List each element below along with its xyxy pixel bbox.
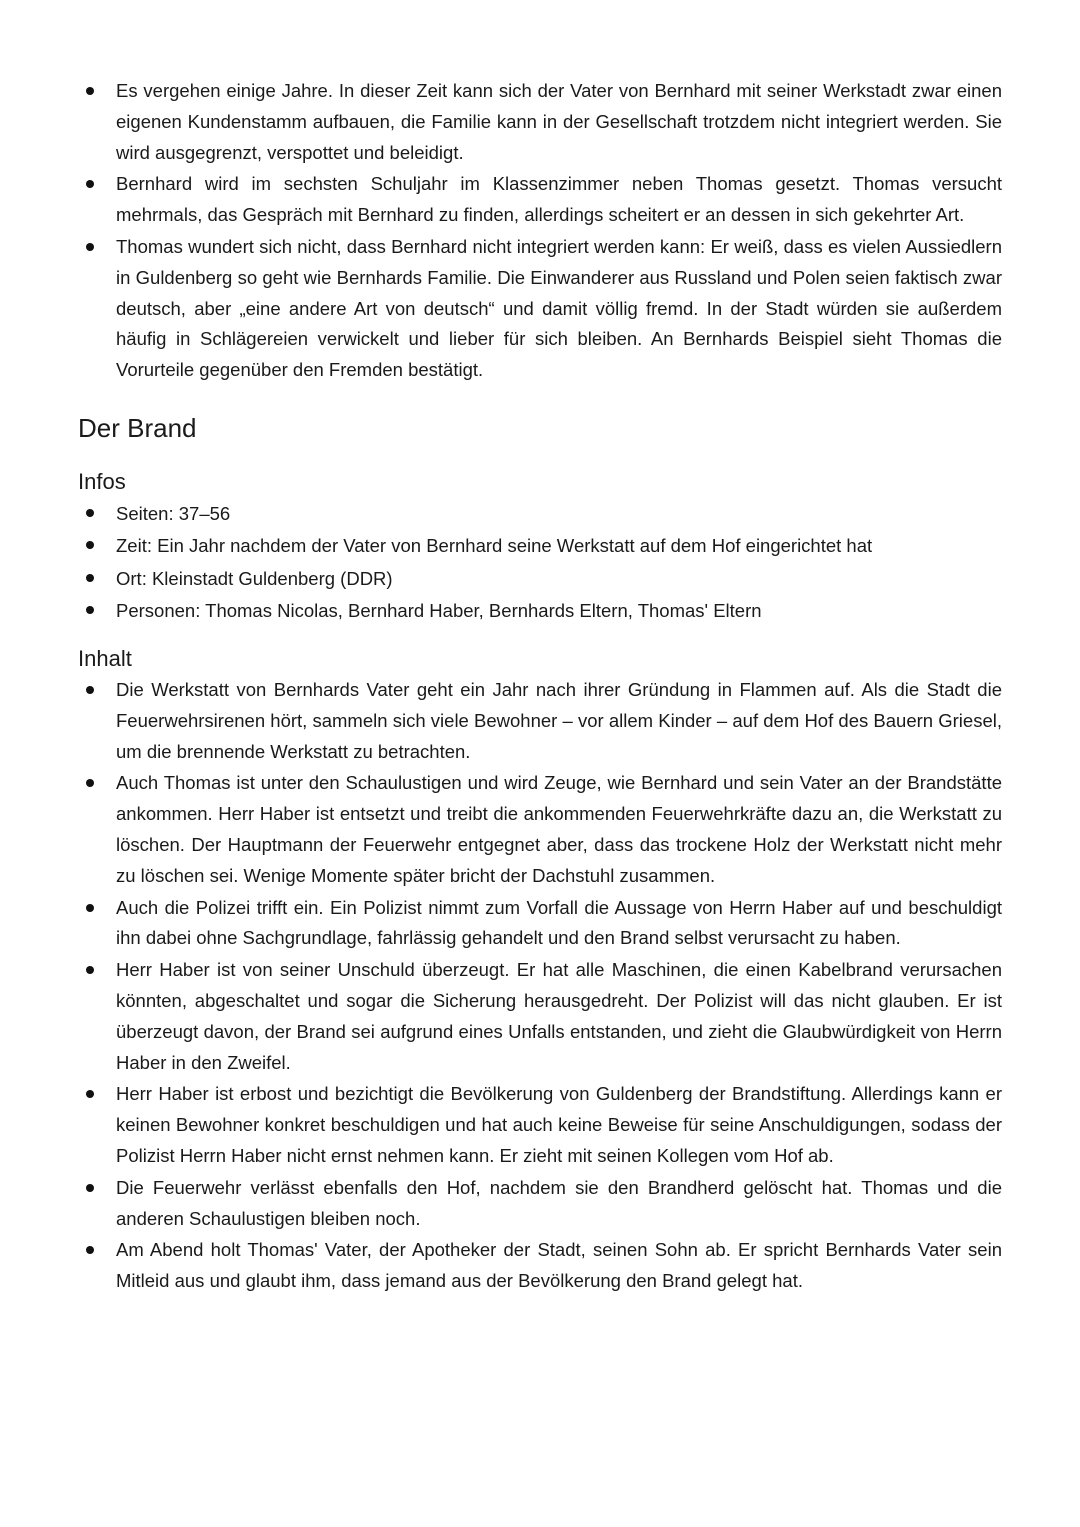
- intro-bullet-list: [78, 76, 1002, 386]
- bullet-icon: [86, 180, 94, 188]
- list-item: [78, 893, 1002, 955]
- list-item: [78, 1235, 1002, 1297]
- bullet-icon: [86, 779, 94, 787]
- list-item: [78, 563, 1002, 595]
- infos-list: [78, 498, 1002, 627]
- list-item: [78, 232, 1002, 386]
- list-item-text: Die Werkstatt von Bernhards Vater geht ein Jahr nach ihrer Gründung in Flammen auf. Als die Stadt die Feuerwehrsirenen hört, sammeln sich viele Bewohner – vor allem Kinder – auf dem Hof des Bauern Griesel, um die brennende Werkstatt zu betrachten.: [116, 678, 1002, 762]
- list-item: [78, 1079, 1002, 1171]
- bullet-icon: [86, 686, 94, 694]
- list-item: [78, 768, 1002, 891]
- list-item-text: Bernhard wird im sechsten Schuljahr im Klassenzimmer neben Thomas gesetzt. Thomas versucht mehrmals, das Gespräch mit Bernhard zu finden, allerdings scheitert er an dessen in sich gekehrter Art.: [116, 173, 1002, 226]
- list-item-text: Es vergehen einige Jahre. In dieser Zeit kann sich der Vater von Bernhard mit seiner Werkstadt zwar einen eigenen Kundenstamm aufbauen, die Familie kann in der Gesellschaft trotzdem nicht integriert werden. Sie wird ausgegrenzt, verspottet und beleidigt.: [116, 80, 1002, 163]
- list-item-text: Personen: Thomas Nicolas, Bernhard Haber, Bernhards Eltern, Thomas' Eltern: [116, 600, 762, 622]
- list-item-text: Auch Thomas ist unter den Schaulustigen und wird Zeuge, wie Bernhard und sein Vater an der Brandstätte ankommen. Herr Haber ist entsetzt und treibt die ankommenden Feuerwehrkräfte dazu an, die Werkstatt zu löschen. Der Hauptmann der Feuerwehr entgegnet aber, dass das trockene Holz der Werkstatt nicht mehr zu löschen sei. Wenige Momente später bricht der Dachstuhl zusammen.: [116, 772, 1002, 886]
- list-item: [78, 1173, 1002, 1235]
- list-item: [78, 530, 1002, 562]
- list-item: [78, 955, 1002, 1078]
- list-item-text: Herr Haber ist erbost und bezichtigt die Bevölkerung von Guldenberg der Brandstiftung. Allerdings kann er keinen Bewohner konkret beschuldigen und hat auch keine Beweise für seine Anschuldigungen, sodass der Polizist Herrn Haber nicht ernst nehmen kann. Er zieht mit seinen Kollegen vom Hof ab.: [116, 1083, 1002, 1166]
- list-item-text: Die Feuerwehr verlässt ebenfalls den Hof, nachdem sie den Brandherd gelöscht hat. Thomas und die anderen Schaulustigen bleiben noch.: [116, 1176, 1002, 1229]
- bullet-icon: [86, 966, 94, 974]
- inhalt-list: [78, 675, 1002, 1297]
- bullet-icon: [86, 574, 94, 582]
- list-item: [78, 169, 1002, 231]
- bullet-icon: [86, 541, 94, 549]
- list-item-text: Auch die Polizei trifft ein. Ein Polizist nimmt zum Vorfall die Aussage von Herrn Haber auf und beschuldigt ihn dabei ohne Sachgrundlage, fahrlässig gehandelt und den Brand selbst verursacht zu haben.: [116, 896, 1002, 949]
- list-item-text: Am Abend holt Thomas' Vater, der Apotheker der Stadt, seinen Sohn ab. Er spricht Bernhards Vater sein Mitleid aus und glaubt ihm, dass jemand aus der Bevölkerung den Brand gelegt hat.: [116, 1239, 1002, 1292]
- bullet-icon: [86, 243, 94, 251]
- bullet-icon: [86, 509, 94, 517]
- bullet-icon: [86, 1246, 94, 1254]
- list-item: [78, 595, 1002, 627]
- bullet-icon: [86, 904, 94, 912]
- list-item-text: Ort: Kleinstadt Guldenberg (DDR): [116, 567, 393, 589]
- bullet-icon: [86, 87, 94, 95]
- bullet-icon: [86, 1184, 94, 1192]
- list-item: [78, 498, 1002, 530]
- bullet-icon: [86, 1090, 94, 1098]
- bullet-icon: [86, 606, 94, 614]
- list-item-text: Thomas wundert sich nicht, dass Bernhard nicht integriert werden kann: Er weiß, dass es vielen Aussiedlern in Guldenberg so geht wie Bernhards Familie. Die Einwanderer aus Russland und Polen seien faktisch zwar deutsch, aber „eine andere Art von deutsch“ und damit völlig fremd. In der Stadt würden sie außerdem häufig in Schlägereien verwickelt und lieber für sich bleiben. An Bernhards Beispiel sieht Thomas die Vorurteile gegenüber den Fremden bestätigt.: [116, 235, 1002, 381]
- list-item: [78, 76, 1002, 168]
- list-item-text: Zeit: Ein Jahr nachdem der Vater von Bernhard seine Werkstatt auf dem Hof eingerichtet hat: [116, 535, 873, 557]
- section-title: Der Brand: [78, 412, 197, 443]
- list-item-text: Herr Haber ist von seiner Unschuld überzeugt. Er hat alle Maschinen, die einen Kabelbrand verursachen könnten, abgeschaltet und sogar die Sicherung herausgedreht. Der Polizist will das nicht glauben. Er ist überzeugt davon, der Brand sei aufgrund eines Unfalls entstanden, und zieht die Glaubwürdigkeit von Herrn Haber in den Zweifel.: [116, 959, 1002, 1073]
- list-item-text: Seiten: 37–56: [116, 502, 231, 524]
- infos-heading: Infos: [78, 468, 126, 494]
- inhalt-heading: Inhalt: [78, 645, 132, 671]
- list-item: [78, 675, 1002, 767]
